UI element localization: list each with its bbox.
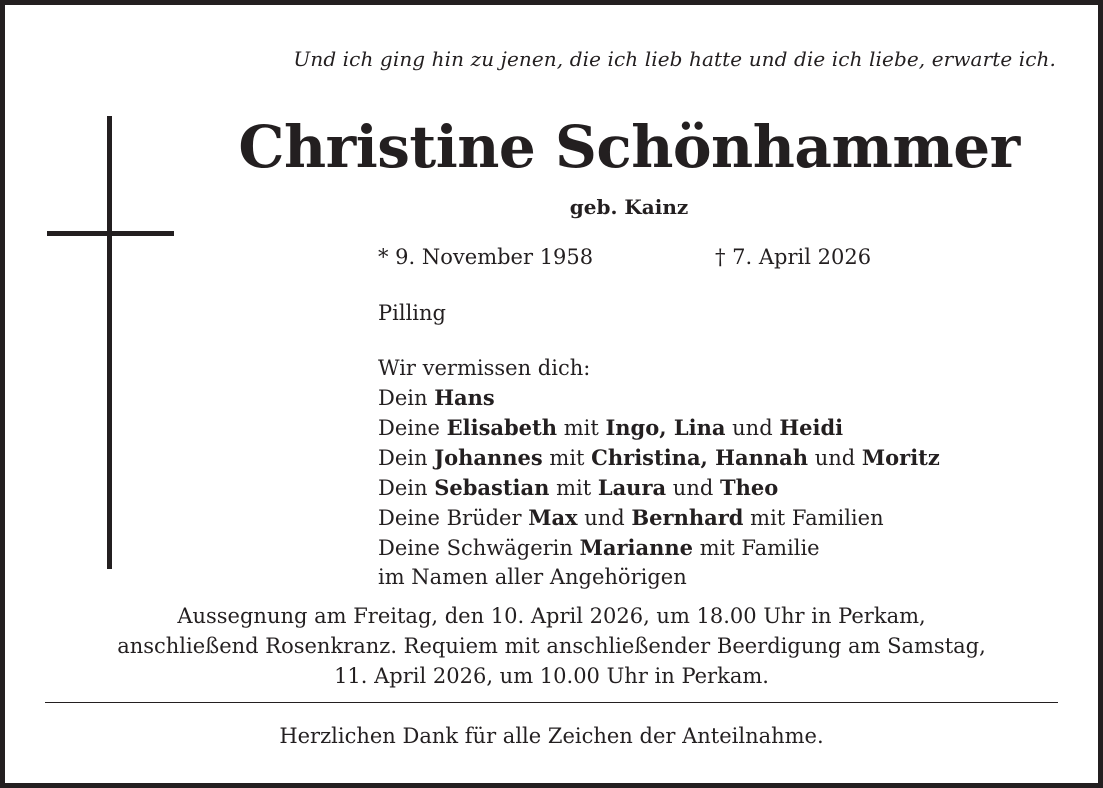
death-date: † 7. April 2026 [715,245,872,269]
mourner-text: Deine Schwägerin [378,536,580,560]
mourner-text: mit [542,446,592,470]
mourner-name: Laura [597,475,667,500]
mourner-line [378,563,940,592]
mourner-text: Dein [378,476,435,500]
service-info [5,601,1098,691]
mourner-name: Christina, Hannah [591,445,809,470]
cross-icon-bar [47,231,174,236]
mourner-line [378,503,940,533]
mourner-line [378,533,940,563]
mourner-name: Elisabeth [446,415,558,440]
mourner-name: Johannes [434,445,543,470]
mourner-name: Sebastian [434,475,550,500]
mourner-text: und [577,506,632,530]
mourner-text: mit [549,476,598,500]
place: Pilling [378,301,446,325]
mourner-text: und [725,416,780,440]
maiden-name: geb. Kainz [569,195,689,219]
mourner-text: und [808,446,862,470]
mourner-text: Deine [378,416,447,440]
mourner-text: Dein [378,386,435,410]
mourner-name: Heidi [779,415,844,440]
mourner-name: Theo [719,475,779,500]
mourner-name: Hans [434,385,495,410]
mourner-text: Deine Brüder [378,506,529,530]
mourner-text: mit [557,416,606,440]
birth-date: * 9. November 1958 [378,245,594,269]
mourner-name: Max [528,505,578,530]
divider [45,702,1058,703]
mourner-line [378,413,940,443]
mourner-text: im Namen aller Angehörigen [378,565,687,589]
mourner-name: Marianne [579,535,694,560]
mourner-text: und [666,476,720,500]
cross-icon [107,116,112,569]
mourner-line [378,383,940,413]
service-line: anschließend Rosenkranz. Requiem mit anschließender Beerdigung am Samstag, [117,634,986,658]
mourner-line [378,443,940,473]
mourner-line [378,473,940,503]
mourner-text: Dein [378,446,435,470]
mourner-name: Bernhard [631,505,744,530]
thanks-line: Herzlichen Dank für alle Zeichen der Anteilnahme. [279,724,824,748]
mourner-name: Ingo, Lina [605,415,726,440]
mourner-text: mit Familie [693,536,820,560]
deceased-name: Christine Schönhammer [238,113,1020,181]
mourners-intro: Wir vermissen dich: [378,356,591,380]
quote: Und ich ging hin zu jenen, die ich lieb hatte und die ich liebe, erwarte ich. [293,47,1056,71]
mourner-name: Moritz [861,445,940,470]
service-line: 11. April 2026, um 10.00 Uhr in Perkam. [334,664,769,688]
service-line: Aussegnung am Freitag, den 10. April 2026, um 18.00 Uhr in Perkam, [177,604,926,628]
mourner-text: mit Familien [743,506,884,530]
mourners-list [378,354,940,592]
